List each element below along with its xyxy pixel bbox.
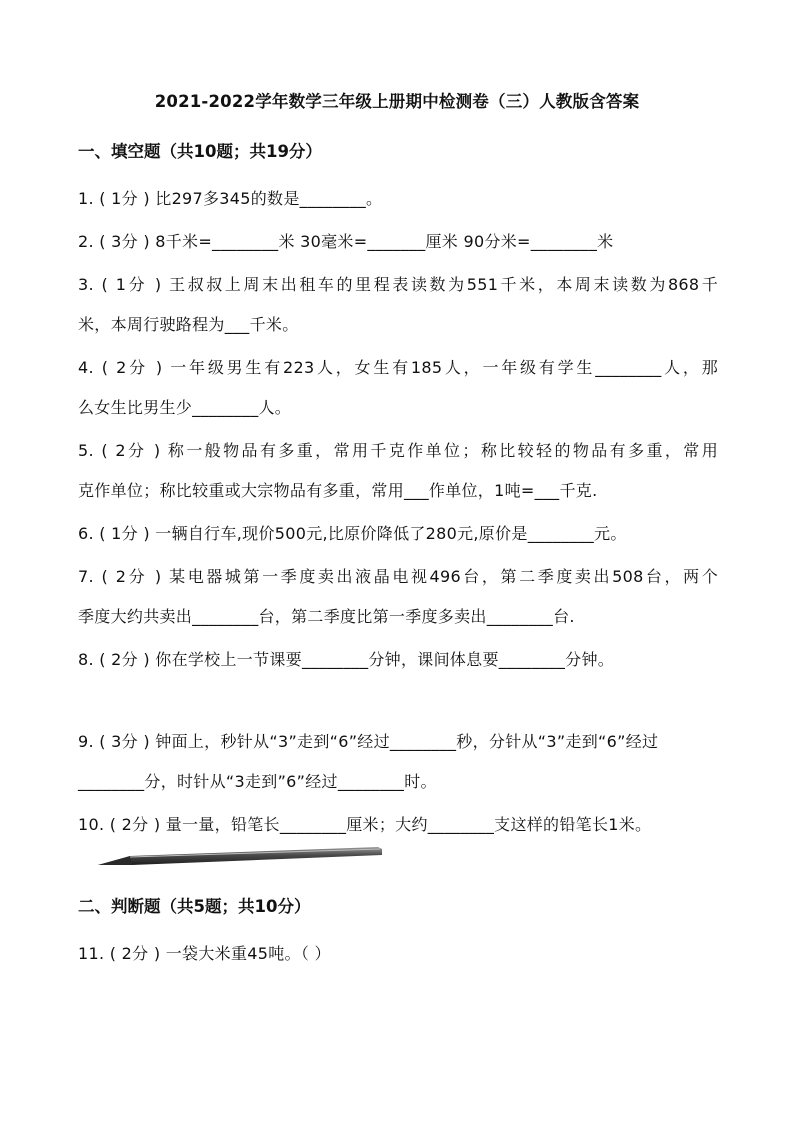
section-heading-fill-blank: 一、填空题（共10题；共19分） <box>78 142 322 161</box>
page-title: 2021-2022学年数学三年级上册期中检测卷（三）人教版含答案 <box>154 92 640 111</box>
section-heading-true-false: 二、判断题（共5题；共10分） <box>78 897 311 916</box>
question-7-line-1: 7. ( 2分 ) 某电器城第一季度卖出液晶电视496台，第二季度卖出508台，两个 <box>78 567 718 586</box>
question-4-line-1: 4. ( 2分 ) 一年级男生有223人，女生有185人，一年级有学生________人，那 <box>78 358 718 377</box>
question-2: 2. ( 3分 ) 8千米=________米 30毫米=_______厘米 90分米=________米 <box>78 232 614 251</box>
question-8: 8. ( 2分 ) 你在学校上一节课要________分钟，课间体息要________分钟。 <box>78 650 615 669</box>
question-6: 6. ( 1分 ) 一辆自行车,现价500元,比原价降低了280元,原价是________元。 <box>78 524 627 543</box>
question-9-line-1: 9. ( 3分 ) 钟面上，秒针从“3”走到“6”经过________秒，分针从“3”走到“6”经过 <box>78 732 659 751</box>
question-5-line-2: 克作单位；称比较重或大宗物品有多重，常用___作单位，1吨=___千克. <box>78 481 598 500</box>
pencil-image <box>96 843 386 871</box>
question-3-line-2: 米，本周行驶路程为___千米。 <box>78 315 299 334</box>
question-9-line-2: ________分，时针从“3走到”6”经过________时。 <box>78 772 437 791</box>
question-7-line-2: 季度大约共卖出________台，第二季度比第一季度多卖出________台. <box>78 607 575 626</box>
question-11: 11. ( 2分 ) 一袋大米重45吨。（ ） <box>78 944 331 963</box>
question-1: 1. ( 1分 ) 比297多345的数是________。 <box>78 189 383 208</box>
question-3-line-1: 3. ( 1分 ) 王叔叔上周末出租车的里程表读数为551千米，本周末读数为868千 <box>78 275 718 294</box>
question-10: 10. ( 2分 ) 量一量，铅笔长________厘米；大约________支这样的铅笔长1米。 <box>78 815 652 834</box>
question-4-line-2: 么女生比男生少________人。 <box>78 398 292 417</box>
question-5-line-1: 5. ( 2分 ) 称一般物品有多重，常用千克作单位；称比较轻的物品有多重，常用 <box>78 441 718 460</box>
